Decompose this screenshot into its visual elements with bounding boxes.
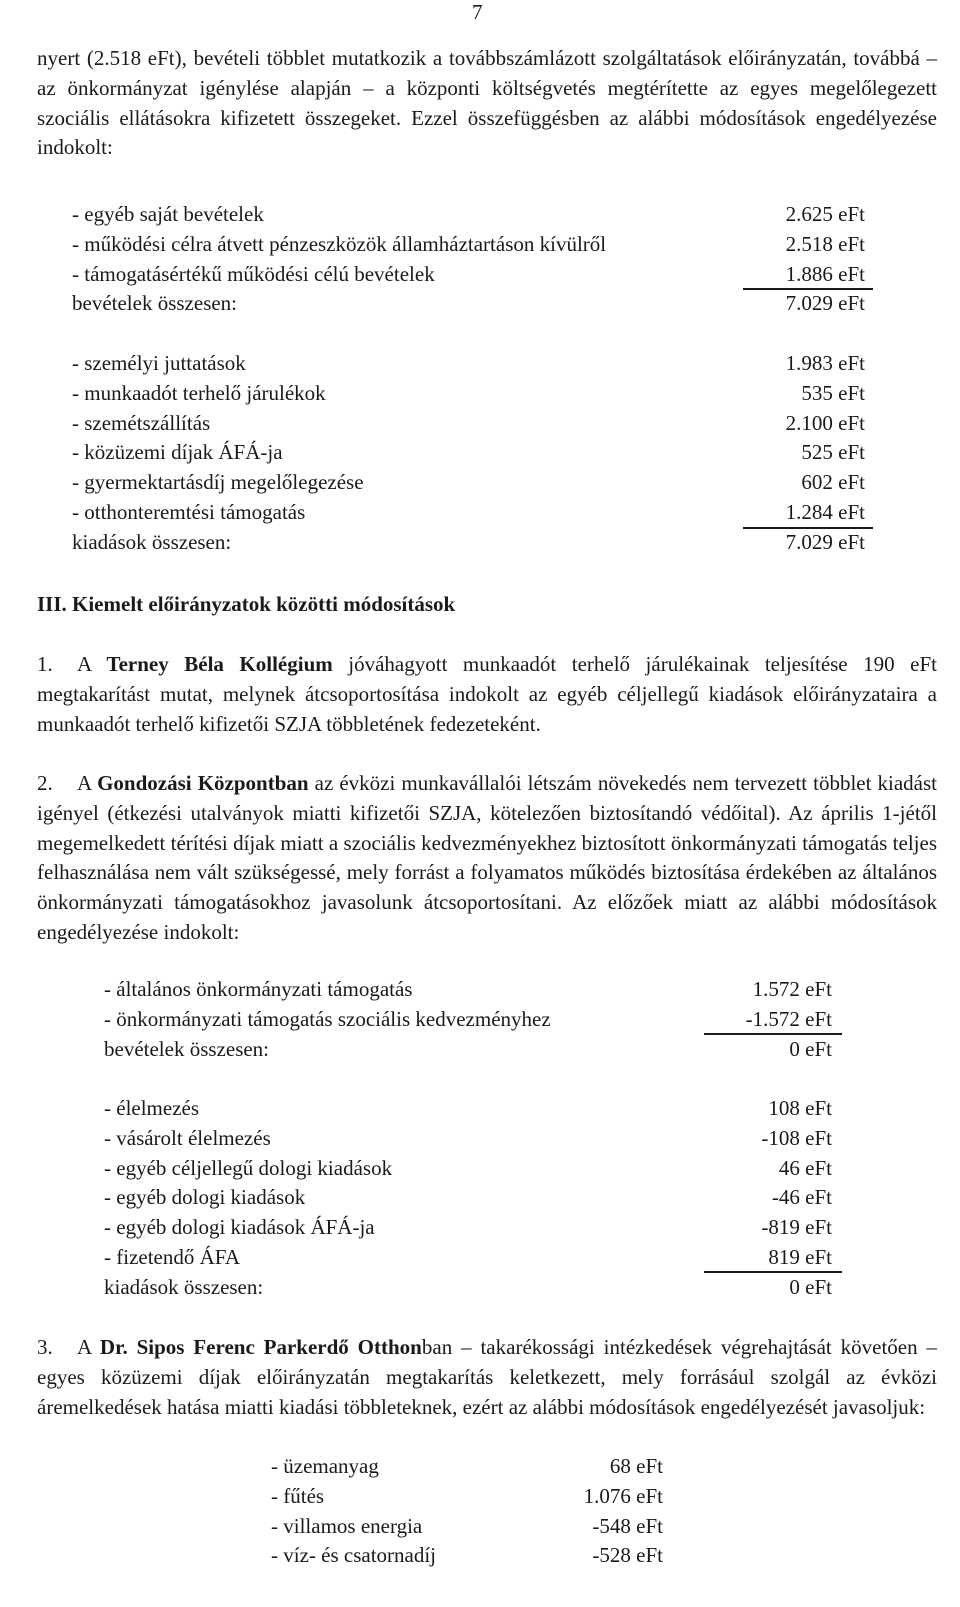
section-heading: III. Kiemelt előirányzatok közötti módosítások [37,592,456,616]
table-row [271,1452,663,1482]
item-text [37,650,937,739]
item2-paragraph [37,769,937,948]
row-value: 525 eFt [801,440,865,465]
table-row [72,498,865,528]
row-label: - működési célra átvett pénzeszközök államháztartáson kívülről [72,231,607,256]
row-label: - egyéb dologi kiadások ÁFÁ-ja [104,1215,375,1240]
row-value: 0 eFt [789,1274,832,1299]
row-value: 46 eFt [778,1155,832,1180]
table3-items [271,1452,663,1571]
page-number: 7 [472,0,483,24]
row-value: 1.076 eFt [583,1483,663,1508]
table-row [104,1005,832,1035]
institution-name: Gondozási Központban [97,771,309,795]
row-value: 2.518 eFt [785,231,865,256]
table-row [104,1154,832,1184]
table-row [72,349,865,379]
row-label: - üzemanyag [271,1454,379,1478]
item-text [37,1333,937,1422]
text-pre: A [77,771,98,795]
text-post: jóváhagyott munkaadót terhelő járulékainak teljesítése 190 eFt megtakarítást mutat, melynek átcsoportosítása indokolt az egyéb céljellegű kiadások előirányzataira a munkaadót terhelő kifizetői SZJA többletének fedezeteként. [37,652,937,736]
row-value: 819 eFt [768,1244,832,1269]
item-text [37,769,937,948]
row-label: - egyéb céljellegű dologi kiadások [104,1155,393,1180]
row-label: - általános önkormányzati támogatás [104,977,413,1001]
text-post: ban – takarékossági intézkedések végrehajtását követően – egyes közüzemi díjak előirányzatán megtakarítás keletkezett, mely forrásául szolgál az évközi áremelkedések hatása miatti kiadási többleteknek, ezért az alábbi módosítások engedélyezését javasoljuk: [37,1335,937,1419]
row-label: - villamos energia [271,1513,423,1538]
text-pre: A [77,652,107,676]
table-row [72,409,865,439]
row-label: - egyéb saját bevételek [72,202,264,226]
table-row [104,1124,832,1154]
row-label: - víz- és csatornadíj [271,1543,437,1568]
row-value: 2.625 eFt [785,202,865,226]
table1-income [72,200,865,319]
table-row [271,1512,663,1542]
table-row [271,1541,663,1571]
row-label: - gyermektartásdíj megelőlegezése [72,470,364,495]
table-row [72,260,865,290]
row-value: 1.284 eFt [785,499,865,524]
row-label: - fizetendő ÁFA [104,1244,241,1269]
row-label: - közüzemi díjak ÁFÁ-ja [72,440,283,465]
text-post: az évközi munkavállalói létszám növekedés nem tervezett többlet kiadást igényel (étkezési utalványok miatti kifizetői SZJA, kötelezően biztosítandó védőital). Az április 1-jétől megemelkedett térítési díjak miatt a szociális kedvezményekhez biztosított önkormányzati támogatás teljes felhasználása nem vált szükségessé, mely forrást a folyamatos működés biztosítása érdekében az általános önkormányzati támogatásokhoz javasolunk átcsoportosítani. Az előzőek miatt az alábbi módosítások engedélyezése indokolt: [37,771,937,944]
item3-paragraph [37,1333,937,1422]
sum-underline [704,1033,842,1035]
table-row [104,1094,832,1124]
row-value: 602 eFt [801,470,865,495]
row-value: 7.029 eFt [785,529,865,554]
intro-text: nyert (2.518 eFt), bevételi többlet mutatkozik a továbbszámlázott szolgáltatások előirányzatán, továbbá – az önkormányzat igénylése alapján – a központi költségvetés megtérítette az egyes megelőlegezett szociális ellátásokra kifizetett összegeket. Ezzel összefüggésben az alábbi módosítások engedélyezése indokolt: [37,46,937,160]
table-row [271,1482,663,1512]
item-number: 1. [37,652,53,676]
intro-paragraph [37,44,937,163]
row-value: 7.029 eFt [785,291,865,316]
table-row [72,379,865,409]
institution-name: Dr. Sipos Ferenc Parkerdő Otthon [99,1335,422,1359]
table-row [104,1213,832,1243]
table-row [72,438,865,468]
table2-income [104,975,832,1064]
row-label: bevételek összesen: [72,291,238,316]
table-row [72,230,865,260]
table-row [104,975,832,1005]
sum-underline [743,288,873,290]
table-total-row [104,1273,832,1303]
row-value: -528 eFt [592,1543,663,1568]
table-row [72,200,865,230]
table-row [104,1183,832,1213]
row-value: -819 eFt [761,1215,832,1240]
row-value: 1.983 eFt [785,351,865,375]
row-label: kiadások összesen: [104,1274,264,1299]
row-label: - otthonteremtési támogatás [72,499,306,524]
row-value: -1.572 eFt [745,1006,832,1031]
table-total-row [104,1035,832,1065]
row-label: - munkaadót terhelő járulékok [72,380,326,405]
row-value: 1.572 eFt [752,977,832,1001]
row-value: 1.886 eFt [785,261,865,286]
row-label: - vásárolt élelmezés [104,1125,271,1150]
row-value: 0 eFt [789,1036,832,1061]
row-label: - személyi juttatások [72,351,246,375]
sum-underline [704,1271,842,1273]
text-pre: A [77,1335,100,1359]
table-row [72,468,865,498]
table-total-row [72,528,865,558]
row-label: - fűtés [271,1483,325,1508]
row-label: - szemétszállítás [72,410,211,435]
item1-paragraph [37,650,937,739]
row-label: - önkormányzati támogatás szociális kedvezményhez [104,1006,551,1031]
institution-name: Terney Béla Kollégium [106,652,333,676]
sum-underline [743,527,873,529]
row-value: -108 eFt [761,1125,832,1150]
row-label: - élelmezés [104,1096,200,1120]
row-label: - egyéb dologi kiadások [104,1185,306,1210]
row-label: kiadások összesen: [72,529,232,554]
item-number: 3. [37,1335,53,1359]
row-value: 535 eFt [801,380,865,405]
table-row [104,1243,832,1273]
row-value: -46 eFt [771,1185,832,1210]
row-value: 108 eFt [768,1096,832,1120]
row-value: 2.100 eFt [785,410,865,435]
row-label: bevételek összesen: [104,1036,270,1061]
row-label: - támogatásértékű működési célú bevételek [72,261,435,286]
row-value: 68 eFt [609,1454,663,1478]
item-number: 2. [37,771,53,795]
table-total-row [72,289,865,319]
row-value: -548 eFt [592,1513,663,1538]
